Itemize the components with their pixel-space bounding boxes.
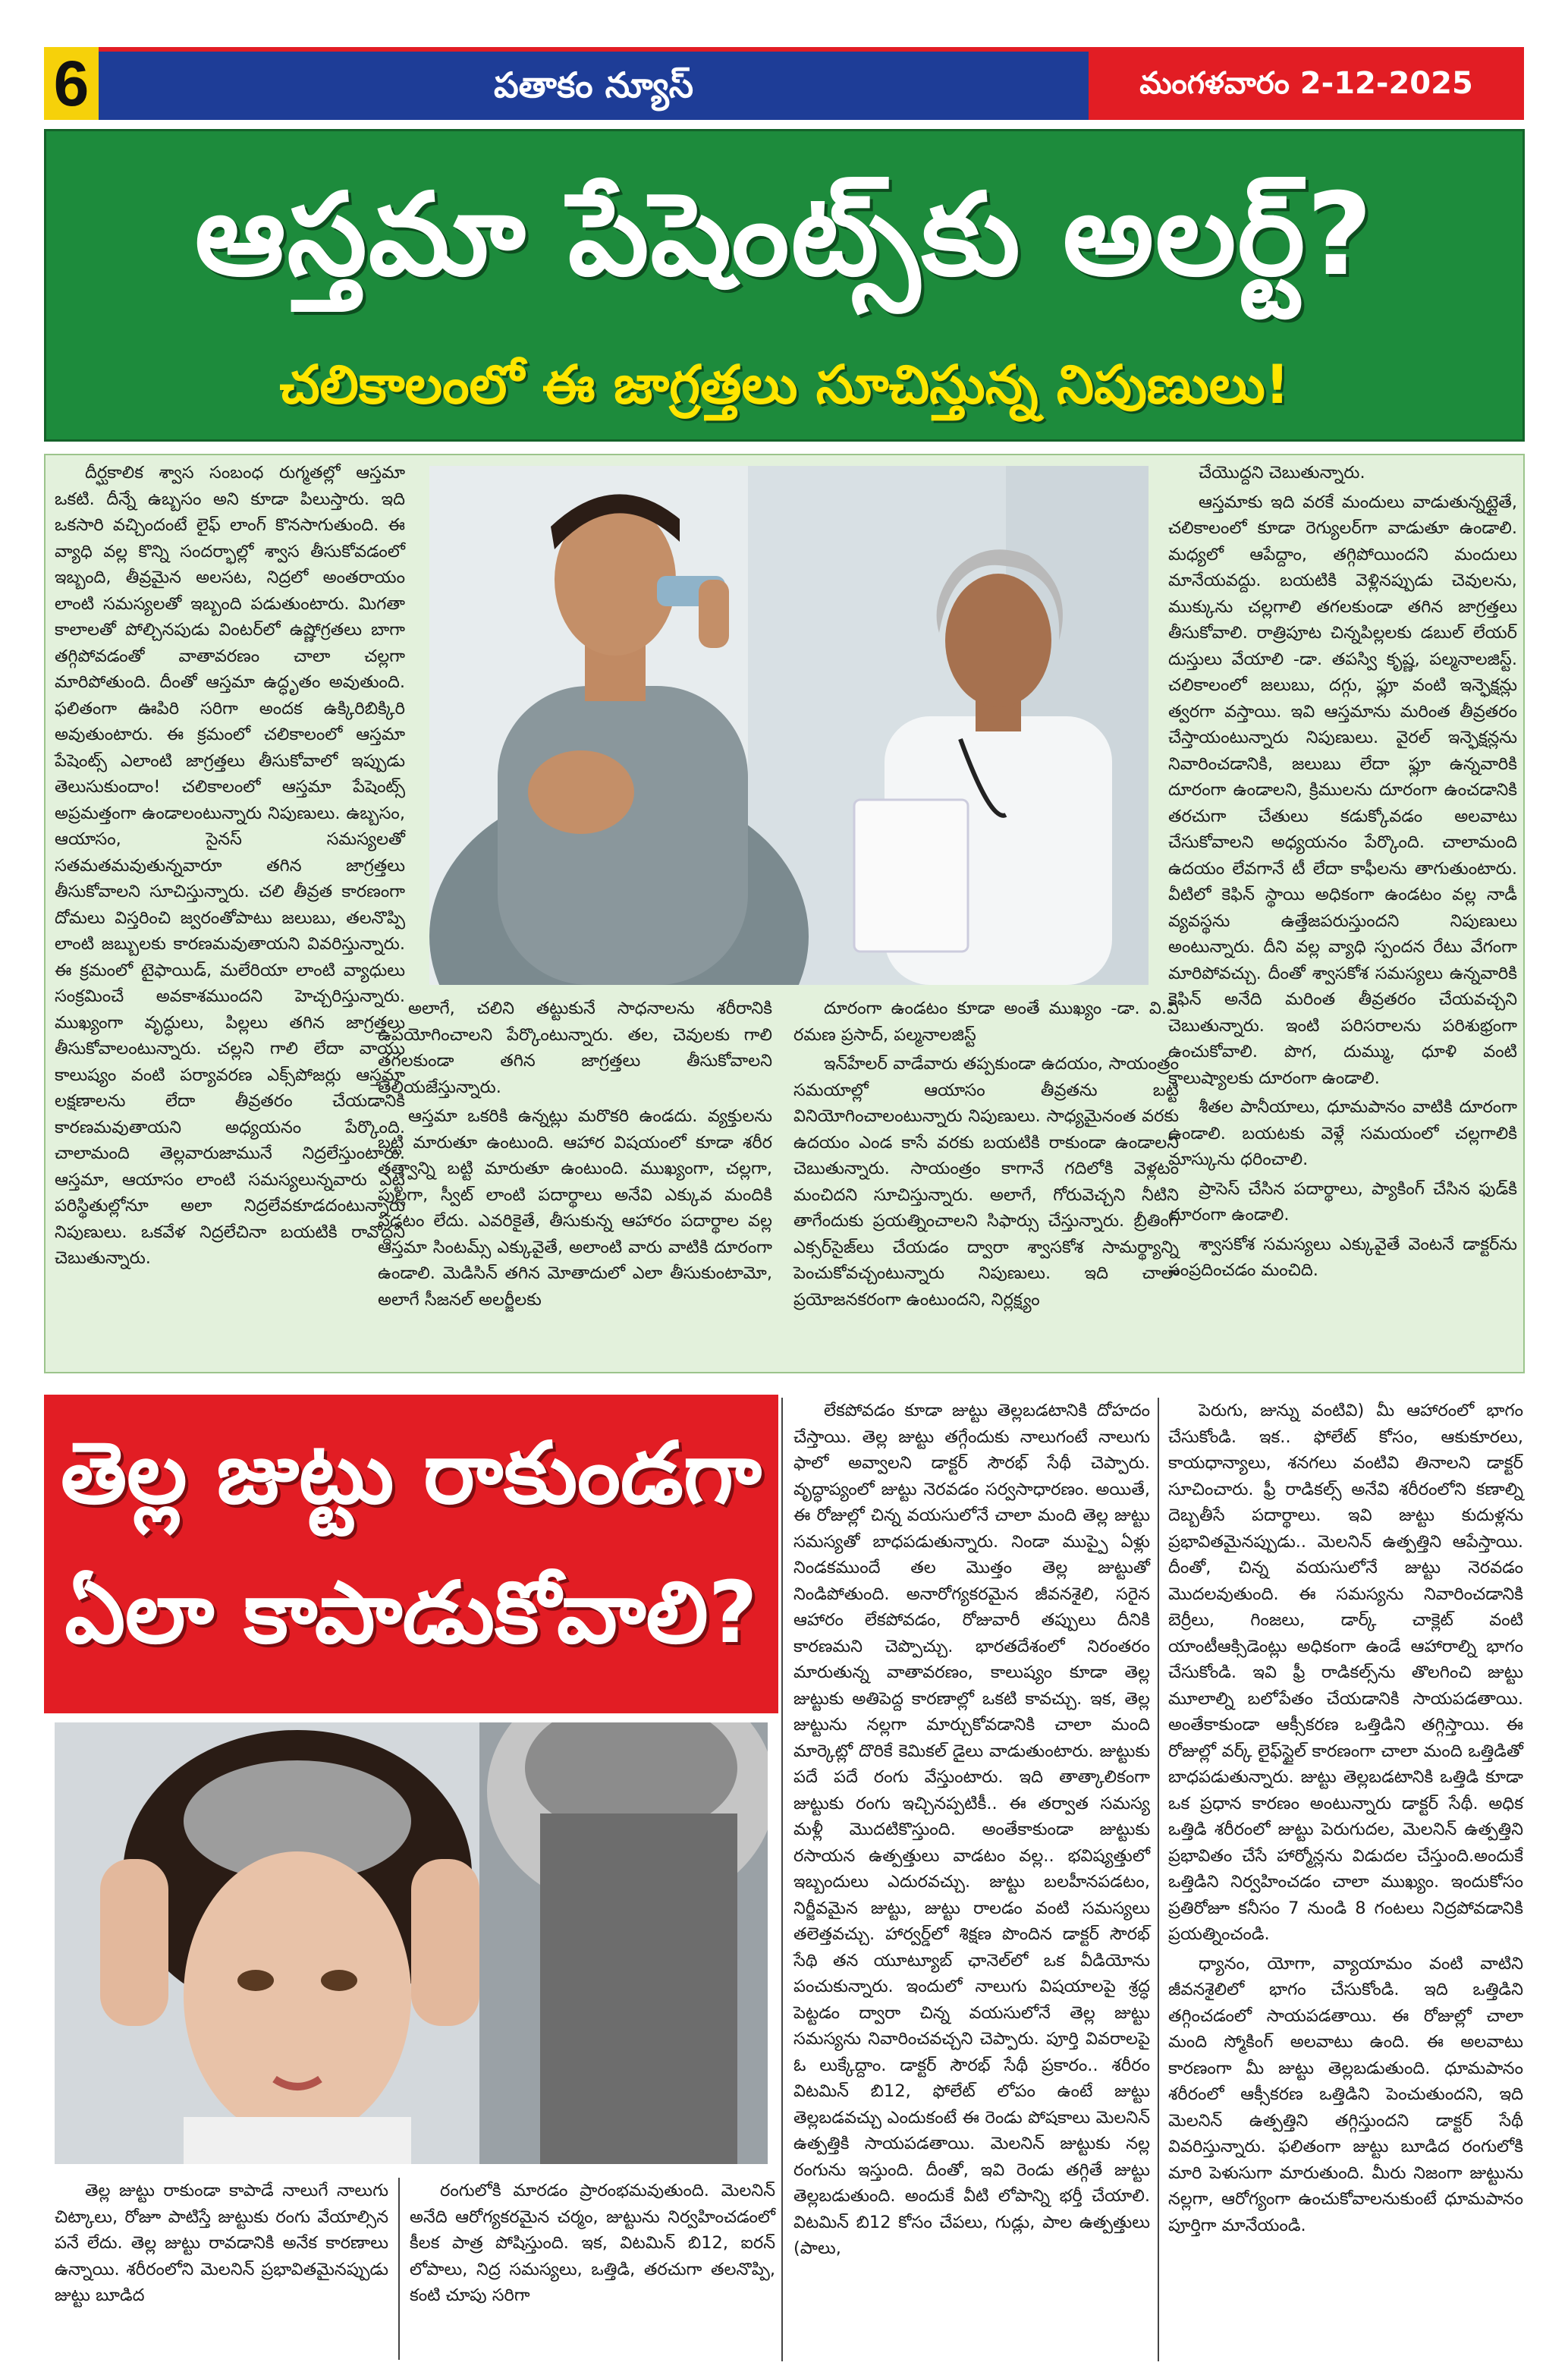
grey-hair-column-3: [793, 1398, 1150, 2361]
issue-date: మంగళవారం 2-12-2025: [1089, 47, 1524, 120]
newspaper-name: పతాకం న్యూస్: [493, 64, 694, 105]
headline-asthma: ఆస్తమా పేషెంట్స్‌కు అలర్ట్?: [194, 169, 1375, 301]
headline-line-1: తెల్ల జుట్టు రాకుండగా: [61, 1424, 762, 1523]
article-paragraph: ప్రాసెస్ చేసిన పదార్థాలు, ప్యాకింగ్ చేసిన ఫుడ్‌కి దూరంగా ఉండాలి.: [1168, 1178, 1517, 1225]
column-divider: [398, 2178, 400, 2360]
grey-hair-column-4: [1168, 1398, 1523, 2361]
asthma-inhaler-photo: [429, 466, 1149, 985]
asthma-column-1: [55, 460, 405, 1367]
asthma-column-4: [1168, 460, 1517, 1367]
asthma-column-2: [378, 996, 772, 1370]
asthma-photo-illustration: [429, 466, 1149, 985]
article-paragraph: ఆస్తమా ఒకరికి ఉన్నట్లు మరొకరి ఉండదు. వ్యక్తులను బట్టి మారుతూ ఉంటుంది. ఆహార విషయంలో కూడా శరీర తత్వాన్ని బట్టి మారుతూ ఉంటుంది. ముఖ్యంగా, చల్లగా, పుల్లగా, స్వీట్ లాంటి పదార్థాలు అనేవి ఎక్కువ మందికి పడటం లేదు. ఎవరికైతే, తీసుకున్న ఆహారం పదార్థాల వల్ల ఆస్తమా సింటమ్స్ ఎక్కువైతే, అలాంటి వారు వాటికి దూరంగా ఉండాలి. మెడిసిన్ తగిన మోతాదులో ఎలా తీసుకుంటామో, అలాగే సీజనల్ అలర్జీలకు: [378, 1106, 772, 1310]
article-paragraph: చేయొద్దని చెబుతున్నారు.: [1199, 463, 1365, 483]
article-paragraph: రంగులోకి మారడం ప్రారంభమవుతుంది. మెలనిన్ అనేది ఆరోగ్యకరమైన చర్మం, జుట్టును నిర్వహించడంలో కీలక పాత్ర పోషిస్తుంది. ఇక, విటమిన్ బి12, ఐరన్ లోపాలు, నిద్ర సమస్యలు, ఒత్తిడి, తరచుగా తలనొప్పి, కంటి చూపు సరిగా: [410, 2181, 775, 2305]
article-paragraph: దూరంగా ఉండటం కూడా అంతే ముఖ్యం -డా. వి.వి రమణ ప్రసాద్, పల్మనాలజిస్ట్: [793, 999, 1179, 1045]
page-number: 6: [44, 47, 99, 120]
article-paragraph: లేకపోవడం కూడా జుట్టు తెల్లబడటానికి దోహదం చేస్తాయి. తెల్ల జుట్టు తగ్గేందుకు నాలుగంటే నాలుగు ఫాలో అవ్వాలని డాక్టర్ సౌరభ్ సేథీ చెప్పారు. వృద్ధాప్యంలో జుట్టు నెరవడం సర్వసాధారణం. అయితే, ఈ రోజుల్లో చిన్న వయసులోనే చాలా మంది తెల్ల జుట్టు సమస్యతో బాధపడుతున్నారు. నిండా ముప్పై ఏళ్లు నిండకముందే తల మొత్తం తెల్ల జుట్టుతో నిండిపోతుంది. అనారోగ్యకరమైన జీవనశైలి, సరైన ఆహారం లేకపోవడం, రోజువారీ తప్పులు దీనికి కారణమని చెప్పొచ్చు. భారతదేశంలో నిరంతరం మారుతున్న వాతావరణం, కాలుష్యం కూడా తెల్ల జుట్టుకు అతిపెద్ద కారణాల్లో ఒకటి కావచ్చు. ఇక, తెల్ల జుట్టును నల్లగా మార్చుకోవడానికి చాలా మంది మార్కెట్లో దొరికే కెమికల్ డైలు వాడుతుంటారు. జుట్టుకు పదే పదే రంగు వేస్తుంటారు. ఇది తాత్కాలికంగా జుట్టుకు రంగు ఇచ్చినప్పటికీ.. ఈ తర్వాత సమస్య మళ్లీ మొదటికొస్తుంది. అంతేకాకుండా జుట్టుకు రసాయన ఉత్పత్తులు వాడటం వల్ల.. భవిష్యత్తులో ఇబ్బందులు ఎదురవచ్చు. జుట్టు బలహీనపడటం, నిర్జీవమైన జుట్టు, జుట్టు రాలడం వంటి సమస్యలు తలెత్తవచ్చు. హార్వర్డ్‌లో శిక్షణ పొందిన డాక్టర్ సౌరభ్ సేథి తన యూట్యూబ్ ఛానెల్‌లో ఒక వీడియోను పంచుకున్నారు. ఇందులో నాలుగు విషయాలపై శ్రద్ధ పెట్టడం ద్వారా చిన్న వయసులోనే తెల్ల జుట్టు సమస్యను నివారించవచ్చని చెప్పారు. పూర్తి వివరాలపై ఓ లుక్కేద్దాం. డాక్టర్ సౌరభ్ సేథీ ప్రకారం.. శరీరం విటమిన్ బి12, ఫోలేట్ లోపం ఉంటే జుట్టు తెల్లబడవచ్చు ఎందుకంటే ఈ రెండు పోషకాలు మెలనిన్ ఉత్పత్తికి సాయపడతాయి. మెలనిన్ జుట్టుకు నల్ల రంగును ఇస్తుంది. దీంతో, ఇవి రెండు తగ్గితే జుట్టు తెల్లబడుతుంది. అందుకే వీటి లోపాన్ని భర్తీ చేయాలి. విటమిన్ బి12 కోసం చేపలు, గుడ్లు, పాల ఉత్పత్తులు (పాలు,: [793, 1401, 1150, 2258]
headline-line-2: ఏలా కాపాడుకోవాలి?: [64, 1564, 758, 1662]
article-paragraph: శ్వాసకోశ సమస్యలు ఎక్కువైతే వెంటనే డాక్టర్‌ను సంప్రదించడం మంచిది.: [1168, 1234, 1517, 1280]
grey-hair-column-2: [410, 2178, 775, 2360]
grey-hair-column-1: [55, 2178, 388, 2360]
article-paragraph: పెరుగు, జున్ను వంటివి) మీ ఆహారంలో భాగం చేసుకోండి. ఇక.. ఫోలేట్ కోసం, ఆకుకూరలు, కాయధాన్యాలు, శనగలు వంటివి తినాలని డాక్టర్ సూచించారు. ఫ్రీ రాడికల్స్ అనేవి శరీరంలోని కణాల్ని దెబ్బతీసే పదార్థాలు. ఇవి జుట్టు కుదుళ్లను ప్రభావితమైనప్పుడు.. మెలనిన్ ఉత్పత్తిని ఆపేస్తాయి. దీంతో, చిన్న వయసులోనే జుట్టు నెరవడం మొదలవుతుంది. ఈ సమస్యను నివారించడానికి బెర్రీలు, గింజలు, డార్క్ చాక్లెట్ వంటి యాంటీఆక్సిడెంట్లు అధికంగా ఉండే ఆహారాల్ని భాగం చేసుకోండి. ఇవి ఫ్రీ రాడికల్స్‌ను తొలగించి జుట్టు మూలాల్ని బలోపేతం చేయడానికి సాయపడతాయి. అంతేకాకుండా ఆక్సీకరణ ఒత్తిడిని తగ్గిస్తాయి. ఈ రోజుల్లో వర్క్ లైఫ్‌స్టైల్ కారణంగా చాలా మంది ఒత్తిడితో బాధపడుతున్నారు. జుట్టు తెల్లబడటానికి ఒత్తిడి కూడా ఒక ప్రధాన కారణం అంటున్నారు డాక్టర్ సేథీ. అధిక ఒత్తిడి శరీరంలో జుట్టు పెరుగుదల, మెలనిన్ ఉత్పత్తిని ప్రభావితం చేసే హార్మోన్లను విడుదల చేస్తుంది.అందుకే ఒత్తిడిని నిర్వహించడం చాలా ముఖ్యం. ఇందుకోసం ప్రతిరోజూ కనీసం 7 నుండి 8 గంటలు నిద్రపోవడానికి ప్రయత్నించండి.: [1168, 1401, 1523, 1944]
asthma-column-3: [793, 996, 1179, 1370]
column-divider: [781, 1398, 783, 2361]
article-paragraph: ఆస్తమాకు ఇది వరకే మందులు వాడుతున్నట్లైతే, చలికాలంలో కూడా రెగ్యులర్‌గా వాడుతూ ఉండాలి. మధ్యలో ఆపేద్దాం, తగ్గిపోయిందని మందులు మానేయవద్దు. బయటికి వెళ్లినప్పుడు చెవులను, ముక్కును చల్లగాలి తగలకుండా తగిన జాగ్రత్తలు తీసుకోవాలి. రాత్రిపూట చిన్నపిల్లలకు డబుల్ లేయర్ దుస్తులు వేయాలి -డా. తపస్వి కృష్ణ, పల్మనాలజిస్ట్. చలికాలంలో జలుబు, దగ్గు, ఫ్లూ వంటి ఇన్ఫెక్షన్లు త్వరగా వస్తాయి. ఇవి ఆస్తమాను మరింత తీవ్రతరం చేస్తాయంటున్నారు నిపుణులు. వైరల్ ఇన్ఫెక్షన్లను నివారించడానికి, జలుబు లేదా ఫ్లూ ఉన్నవారికి దూరంగా ఉండాలని, క్రిములను దూరంగా ఉంచడానికి తరచుగా చేతులు కడుక్కోవడం అలవాటు చేసుకోవాలని అధ్యయనం పేర్కొంది. చాలామంది ఉదయం లేవగానే టీ లేదా కాఫీలను తాగుతుంటారు. వీటిలో కెఫిన్ స్థాయి అధికంగా ఉండటం వల్ల నాడీ వ్యవస్థను ఉత్తేజపరుస్తుందని నిపుణులు అంటున్నారు. దీని వల్ల వ్యాధి స్పందన రేటు వేగంగా మారిపోవచ్చు. దీంతో శ్వాసకోశ సమస్యలు ఉన్నవారికి కెఫిన్ అనేది మరింత తీవ్రతరం చేయవచ్చని చెబుతున్నారు. ఇంటి పరిసరాలను పరిశుభ్రంగా ఉంచుకోవాలి. పొగ, దుమ్ము, ధూళి వంటి కాలుష్యాలకు దూరంగా ఉండాలి.: [1168, 492, 1517, 1088]
article-paragraph: శీతల పానీయాలు, ధూమపానం వాటికి దూరంగా ఉండాలి. బయటకు వెళ్లే సమయంలో చల్లగాలికి మాస్కును ధరించాలి.: [1168, 1097, 1517, 1169]
column-divider: [1158, 1398, 1159, 2361]
article-paragraph: దీర్ఘకాలిక శ్వాస సంబంధ రుగ్మతల్లో ఆస్తమా ఒకటి. దీన్నే ఉబ్బసం అని కూడా పిలుస్తారు. ఇది ఒకసారి వచ్చిందంటే లైఫ్ లాంగ్ కొనసాగుతుంది. ఈ వ్యాధి వల్ల కొన్ని సందర్భాల్లో శ్వాస తీసుకోవడంలో ఇబ్బంది, తీవ్రమైన అలసట, నిద్రలో అంతరాయం లాంటి సమస్యలతో ఇబ్బంది పడుతుంటారు. మిగతా కాలాలతో పోల్చినపుడు వింటర్‌లో ఉష్ణోగ్రతలు బాగా తగ్గిపోవడంతో వాతావరణం చాలా చల్లగా మారిపోతుంది. దీంతో ఆస్తమా ఉద్ధృతం అవుతుంది. ఫలితంగా ఊపిరి సరిగా అందక ఉక్కిరిబిక్కిరి అవుతుంటారు. ఈ క్రమంలో చలికాలంలో ఆస్తమా పేషెంట్స్ ఎలాంటి జాగ్రత్తలు తీసుకోవాలో ఇప్పుడు తెలుసుకుందాం! చలికాలంలో ఆస్తమా పేషెంట్స్ అప్రమత్తంగా ఉండాలంటున్నారు నిపుణులు. ఉబ్బసం, ఆయాసం, సైనస్ సమస్యలతో సతమతమవుతున్నవారూ తగిన జాగ్రత్తలు తీసుకోవాలని సూచిస్తున్నారు. చలి తీవ్రత కారణంగా దోమలు విస్తరించి జ్వరంతోపాటు జలుబు, తలనొప్పి లాంటి జబ్బులకు కారణమవుతాయని వివరిస్తున్నారు. ఈ క్రమంలో టైఫాయిడ్, మలేరియా లాంటి వ్యాధులు సంక్రమించే అవకాశముందని హెచ్చరిస్తున్నారు. ముఖ్యంగా వృద్ధులు, పిల్లలు తగిన జాగ్రత్తలు తీసుకోవాలంటున్నారు. చల్లని గాలి లేదా వాయు కాలుష్యం వంటి పర్యావరణ ఎక్స్‌పోజర్లు ఆస్తమా లక్షణాలను లేదా తీవ్రతరం చేయడానికి కారణమవుతాయని అధ్యయనం పేర్కొంది. చాలామంది తెల్లవారుజామునే నిద్రలేస్తుంటారు. ఆస్తమా, ఆయాసం లాంటి సమస్యలున్నవారు ఎట్టి పరిస్థితుల్లోనూ అలా నిద్రలేవకూడదంటున్నారు నిపుణులు. ఒకవేళ నిద్రలేచినా బయటికి రావొద్దని చెబుతున్నారు.: [55, 463, 405, 1268]
article-paragraph: అలాగే, చలిని తట్టుకునే సాధనాలను శరీరానికి ఉపయోగించాలని పేర్కొంటున్నారు. తల, చెవులకు గాలి తగలకుండా తగిన జాగ్రత్తలు తీసుకోవాలని తెలియజేస్తున్నారు.: [378, 999, 772, 1097]
grey-hair-photo-illustration: [55, 1722, 768, 2164]
headline-grey-hair: [44, 1404, 778, 1704]
article-paragraph: తెల్ల జుట్టు రాకుండా కాపాడే నాలుగే నాలుగు చిట్కాలు, రోజూ పాటిస్తే జుట్టుకు రంగు వేయాల్సిన పనే లేదు. తెల్ల జుట్టు రావడానికి అనేక కారణాలు ఉన్నాయి. శరీరంలోని మెలనిన్ ప్రభావితమైనప్పుడు జుట్టు బూడిద: [55, 2181, 388, 2305]
subheadline-asthma: చలికాలంలో ఈ జాగ్రత్తలు సూచిస్తున్న నిపుణులు!: [279, 354, 1290, 416]
article-paragraph: ధ్యానం, యోగా, వ్యాయామం వంటి వాటిని జీవనశైలిలో భాగం చేసుకోండి. ఇది ఒత్తిడిని తగ్గించడంలో సాయపడతాయి. ఈ రోజుల్లో చాలా మంది స్మోకింగ్ అలవాటు ఉంది. ఈ అలవాటు కారణంగా మీ జుట్టు తెల్లబడుతుంది. ధూమపానం శరీరంలో ఆక్సీకరణ ఒత్తిడిని పెంచుతుందని, ఇది మెలనిన్ ఉత్పత్తిని తగ్గిస్తుందని డాక్టర్ సేథీ వివరిస్తున్నారు. ఫలితంగా జుట్టు బూడిద రంగులోకి మారి పెళుసుగా మారుతుంది. మీరు నిజంగా జుట్టును నల్లగా, ఆరోగ్యంగా ఉంచుకోవాలనుకుంటే ధూమపానం పూర్తిగా మానేయండి.: [1168, 1953, 1523, 2235]
grey-hair-woman-photo: [55, 1722, 768, 2164]
article-paragraph: ఇన్‌హేలర్ వాడేవారు తప్పకుండా ఉదయం, సాయంత్రం సమయాల్లో ఆయాసం తీవ్రతను బట్టి వినియోగించాలంటున్నారు నిపుణులు. సాధ్యమైనంత వరకు ఉదయం ఎండ కాసే వరకు బయటికి రాకుండా ఉండాలని చెబుతున్నారు. సాయంత్రం కాగానే గదిలోకి వెళ్లటం మంచిదని సూచిస్తున్నారు. అలాగే, గోరువెచ్చని నీటిని తాగేందుకు ప్రయత్నించాలని సిఫార్సు చేస్తున్నారు. బ్రీతింగ్ ఎక్సర్‌సైజ్‌లు చేయడం ద్వారా శ్వాసకోశ సామర్థ్యాన్ని పెంచుకోవచ్చంటున్నారు నిపుణులు. ఇది చాలా ప్రయోజనకరంగా ఉంటుందని, నిర్లక్ష్యం: [793, 1054, 1179, 1310]
